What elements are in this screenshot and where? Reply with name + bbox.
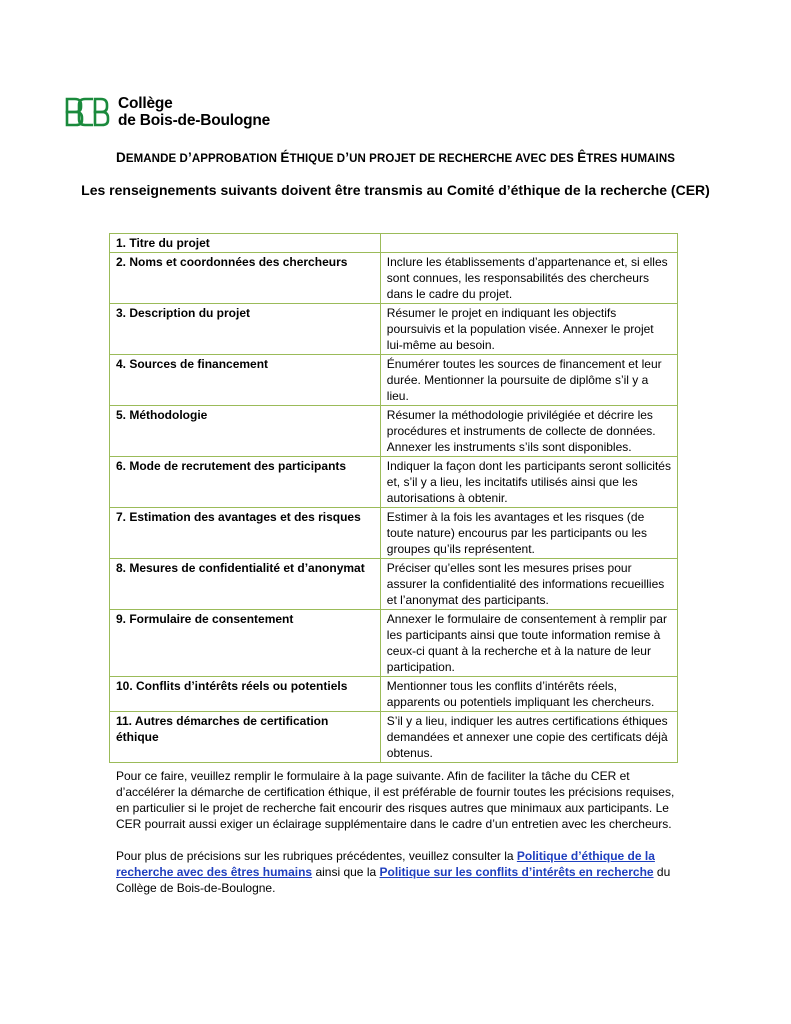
conflicts-policy-link[interactable]: Politique sur les conflits d’intérêts en recherche: [379, 865, 654, 879]
row-description: Préciser qu’elles sont les mesures prises pour assurer la confidentialité des informations recueillies et l’anonymat des participants.: [380, 559, 677, 610]
row-label: 11. Autres démarches de certification éthique: [110, 712, 381, 763]
references-text: ainsi que la: [312, 865, 380, 879]
title-apostrophe: ’: [345, 150, 350, 165]
row-description: Indiquer la façon dont les participants seront sollicités et, s’il y a lieu, les incitatifs utilisés ainsi que les autorisations à obtenir.: [380, 457, 677, 508]
row-label: 8. Mesures de confidentialité et d’anonymat: [110, 559, 381, 610]
title-segment: TRES HUMAINS: [586, 153, 676, 165]
row-label: 5. Méthodologie: [110, 406, 381, 457]
row-description: Mentionner tous les conflits d’intérêts réels, apparents ou potentiels impliquant les chercheurs.: [380, 677, 677, 712]
row-label: 7. Estimation des avantages et des risques: [110, 508, 381, 559]
table-row: [110, 559, 678, 610]
title-segment: APPROBATION: [191, 153, 281, 165]
college-logo: [64, 95, 270, 129]
row-label: 3. Description du projet: [110, 304, 381, 355]
row-description: Estimer à la fois les avantages et les risques (de toute nature) encourus par les participants ou les groupes qu’ils représentent.: [380, 508, 677, 559]
table-row: [110, 304, 678, 355]
title-apostrophe: ’: [187, 150, 192, 165]
references-paragraph: [116, 848, 676, 896]
instructions-paragraph: Pour ce faire, veuillez remplir le formulaire à la page suivante. Afin de faciliter la tâche du CER et d’accélérer la démarche de certification éthique, il est préférable de fournir toutes les précisions requises, en particulier si le projet de recherche fait encourir des risques autres que minimaux aux participants. Le CER pourrait aussi exiger un éclairage supplémentaire dans le cadre d’un entretien avec les chercheurs.: [116, 769, 675, 831]
row-label: 10. Conflits d’intérêts réels ou potentiels: [110, 677, 381, 712]
row-description: Résumer le projet en indiquant les objectifs poursuivis et la population visée. Annexer le projet lui-même au besoin.: [380, 304, 677, 355]
document-subtitle: Les renseignements suivants doivent être transmis au Comité d’éthique de la recherche (CER): [81, 182, 710, 198]
table-row: [110, 457, 678, 508]
table-row: [110, 508, 678, 559]
table-row: [110, 355, 678, 406]
row-description: Inclure les établissements d’appartenance et, si elles sont connues, les responsabilités des chercheurs dans le cadre du projet.: [380, 253, 677, 304]
references-text: Pour plus de précisions sur les rubriques précédentes, veuillez consulter la: [116, 849, 517, 863]
table-row: [110, 677, 678, 712]
logo-line-1: Collège: [118, 95, 173, 112]
title-segment: UN PROJET DE RECHERCHE AVEC DES: [349, 153, 578, 165]
title-initial: É: [280, 150, 290, 165]
row-description: [380, 234, 677, 253]
row-description: Résumer la méthodologie privilégiée et décrire les procédures et instruments de collecte de données. Annexer les instruments s’ils sont disponibles.: [380, 406, 677, 457]
ethics-policy-link[interactable]: Politique d’éthique de la recherche avec des êtres humains: [116, 849, 655, 879]
logo-text: [118, 95, 270, 129]
info-table: [109, 233, 678, 763]
title-segment: EMANDE D: [125, 153, 188, 165]
row-label: 9. Formulaire de consentement: [110, 610, 381, 677]
title-segment: THIQUE D: [289, 153, 346, 165]
row-label: 6. Mode de recrutement des participants: [110, 457, 381, 508]
title-initial: D: [115, 150, 126, 165]
table-row: [110, 406, 678, 457]
document-title: [0, 150, 791, 165]
title-initial: Ê: [577, 150, 587, 165]
logo-line-2: de Bois-de-Boulogne: [118, 112, 271, 129]
references-text: du Collège de Bois-de-Boulogne.: [116, 865, 671, 895]
row-description: Énumérer toutes les sources de financement et leur durée. Mentionner la poursuite de diplôme s’il y a lieu.: [380, 355, 677, 406]
row-description: S’il y a lieu, indiquer les autres certifications éthiques demandées et annexer une copie des certificats déjà obtenus.: [380, 712, 677, 763]
college-emblem-icon: [64, 95, 110, 129]
row-description: Annexer le formulaire de consentement à remplir par les participants ainsi que toute information remise à ceux-ci quant à la recherche et à la nature de leur participation.: [380, 610, 677, 677]
table-row: [110, 610, 678, 677]
row-label: 4. Sources de financement: [110, 355, 381, 406]
table-row: [110, 712, 678, 763]
table-row: [110, 234, 678, 253]
table-row: [110, 253, 678, 304]
row-label: 2. Noms et coordonnées des chercheurs: [110, 253, 381, 304]
row-label: 1. Titre du projet: [110, 234, 381, 253]
